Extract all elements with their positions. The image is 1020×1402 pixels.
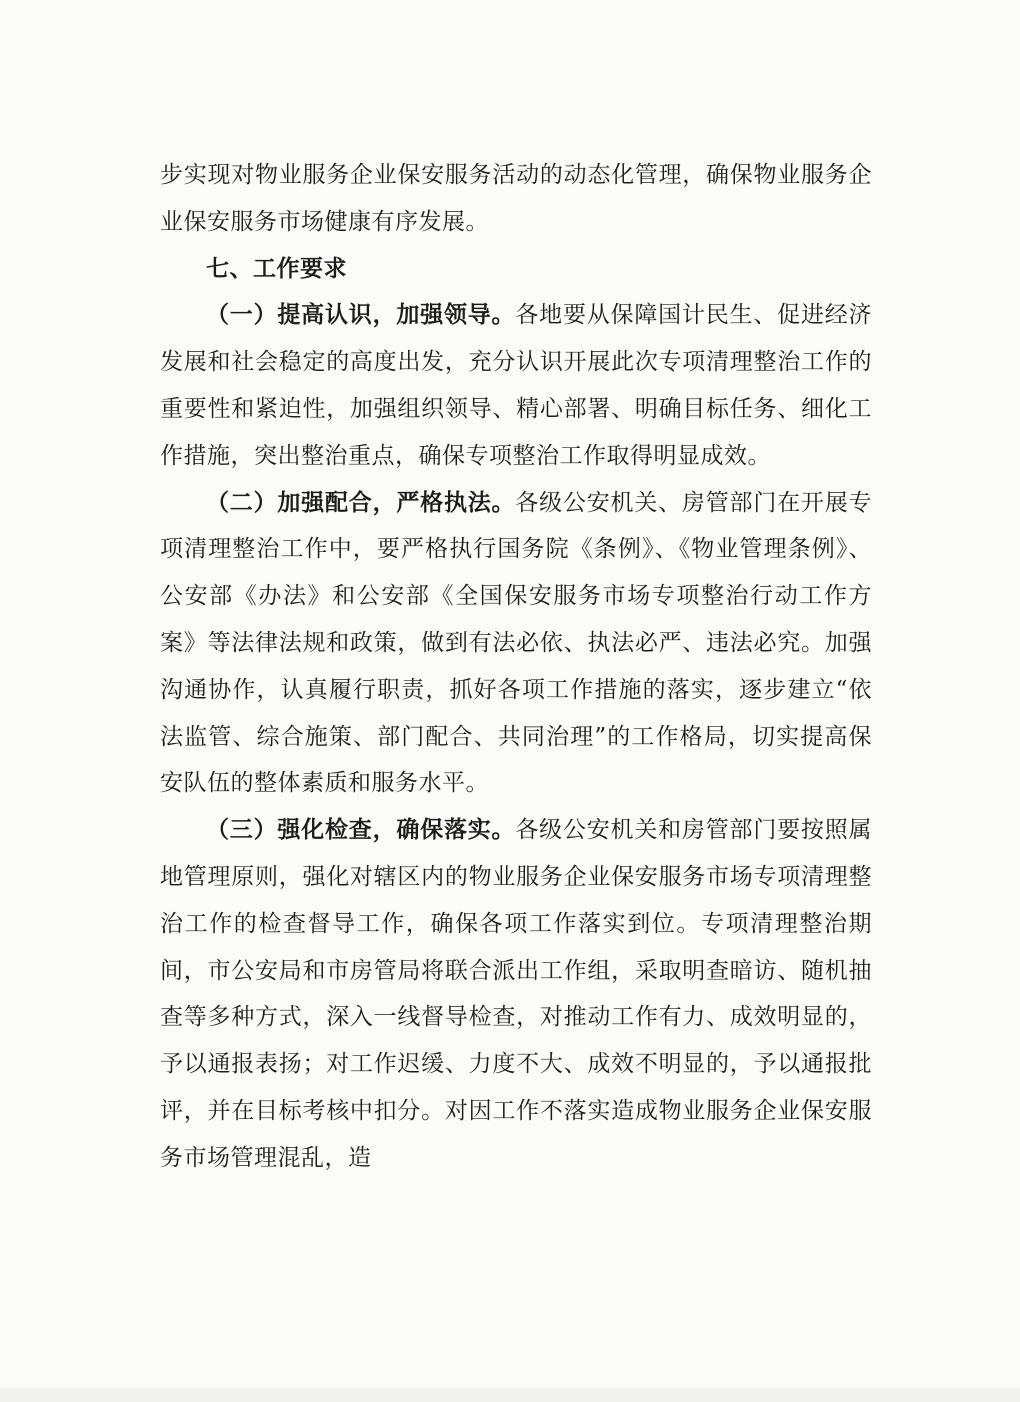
item-lead-3: （三）强化检查，确保落实。 [206, 817, 516, 844]
item-body-2: 各级公安机关、房管部门在开展专项清理整治工作中，要严格执行国务院《条例》、《物业管理条例》、公安部《办法》和公安部《全国保安服务市场专项整治行动工作方案》等法律法规和政策，做到有法必依、执法必严、违法必究。加强沟通协作，认真履行职责，抓好各项工作措施的落实，逐步建立“依法监管、综合施策、部门配合、共同治理”的工作格局，切实提高保安队伍的整体素质和服务水平。 [160, 489, 873, 797]
item-lead-2: （二）加强配合，严格执法。 [206, 489, 516, 516]
scan-bottom-edge [0, 1388, 1020, 1402]
item-paragraph-3 [160, 807, 872, 1181]
item-paragraph-1 [160, 292, 872, 479]
item-paragraph-2 [160, 480, 872, 808]
item-body-3: 各级公安机关和房管部门要按照属地管理原则，强化对辖区内的物业服务企业保安服务市场专项清理整治工作的检查督导工作，确保各项工作落实到位。专项清理整治期间，市公安局和市房管局将联合派出工作组，采取明查暗访、随机抽查等多种方式，深入一线督导检查，对推动工作有力、成效明显的，予以通报表扬；对工作迟缓、力度不大、成效不明显的，予以通报批评，并在目标考核中扣分。对因工作不落实造成物业服务企业保安服务市场管理混乱，造 [160, 817, 873, 1171]
intro-paragraph: 步实现对物业服务企业保安服务活动的动态化管理，确保物业服务企业保安服务市场健康有序发展。 [160, 162, 872, 235]
document-body [160, 152, 872, 1182]
section-heading: 七、工作要求 [206, 255, 347, 282]
item-body-1: 各地要从保障国计民生、促进经济发展和社会稳定的高度出发，充分认识开展此次专项清理整治工作的重要性和紧迫性，加强组织领导、精心部署、明确目标任务、细化工作措施，突出整治重点，确保专项整治工作取得明显成效。 [160, 302, 873, 469]
item-lead-1: （一）提高认识，加强领导。 [206, 302, 516, 329]
